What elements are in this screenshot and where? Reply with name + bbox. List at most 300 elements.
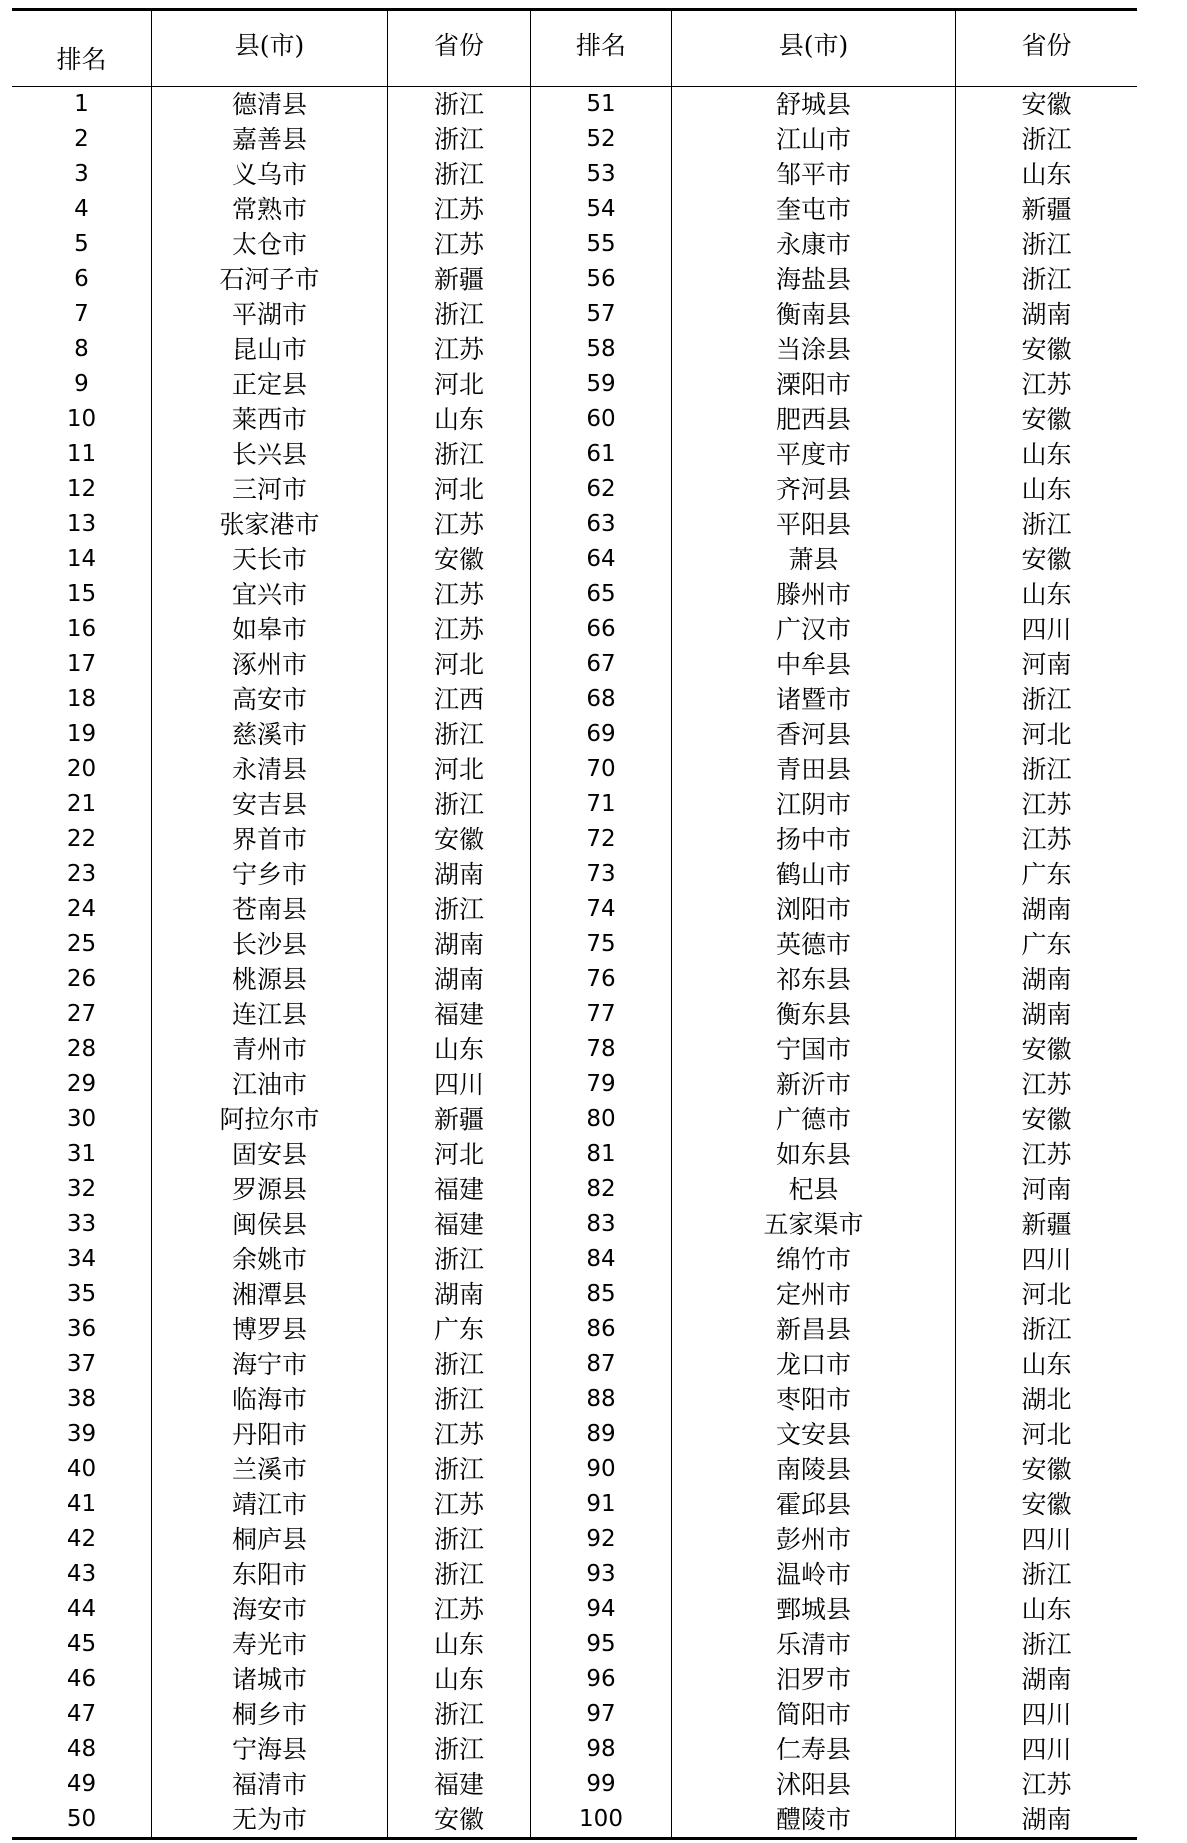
- rank-cell: 70: [531, 752, 672, 787]
- province-cell: 福建: [388, 1172, 531, 1207]
- province-cell: 山东: [1021, 580, 1072, 609]
- province-cell: 湖南: [1021, 1665, 1072, 1694]
- province-cell: 山东: [1021, 475, 1072, 504]
- province-cell: 安徽: [388, 542, 531, 577]
- header-rank-right: 排名: [531, 11, 672, 87]
- county-cell: 太仓市: [152, 227, 388, 262]
- county-cell: 德清县: [152, 87, 388, 122]
- county-cell: 平度市: [672, 437, 956, 472]
- header-province-right: 省份: [956, 11, 1137, 87]
- province-cell: 浙江: [1021, 510, 1072, 539]
- rank-cell: 4: [12, 192, 152, 227]
- rank-cell: 94: [531, 1592, 672, 1627]
- province-cell: 山东: [1021, 1350, 1072, 1379]
- rank-cell: 55: [531, 227, 672, 262]
- rank-cell: 18: [12, 682, 152, 717]
- province-cell: 浙江: [1021, 755, 1072, 784]
- province-cell: 河南: [1021, 1175, 1072, 1204]
- county-cell: 定州市: [672, 1277, 956, 1312]
- rank-cell: 14: [12, 542, 152, 577]
- rank-cell: 7: [12, 297, 152, 332]
- county-cell: 宁国市: [672, 1032, 956, 1067]
- county-cell: 固安县: [152, 1137, 388, 1172]
- county-cell: 奎屯市: [672, 192, 956, 227]
- province-cell: 山东: [388, 402, 531, 437]
- county-cell: 高安市: [152, 682, 388, 717]
- rank-cell: 5: [12, 227, 152, 262]
- county-cell: 江阴市: [672, 787, 956, 822]
- county-cell: 苍南县: [152, 892, 388, 927]
- province-cell: 新疆: [1021, 1210, 1072, 1239]
- province-cell: 安徽: [1021, 1490, 1072, 1519]
- rank-cell: 13: [12, 507, 152, 542]
- county-cell: 当涂县: [672, 332, 956, 367]
- province-cell: 浙江: [388, 122, 531, 157]
- rank-cell: 21: [12, 787, 152, 822]
- county-cell: 汨罗市: [672, 1662, 956, 1697]
- province-cell: 山东: [1021, 1595, 1072, 1624]
- county-cell: 永清县: [152, 752, 388, 787]
- rank-cell: 29: [12, 1067, 152, 1102]
- county-cell: 彭州市: [672, 1522, 956, 1557]
- province-cell: 河北: [388, 472, 531, 507]
- rank-cell: 67: [531, 647, 672, 682]
- province-cell: 山东: [388, 1627, 531, 1662]
- province-cell: 四川: [1021, 615, 1072, 644]
- province-cell: 山东: [388, 1032, 531, 1067]
- province-cell: 安徽: [1021, 1035, 1072, 1064]
- rank-cell: 74: [531, 892, 672, 927]
- rank-cell: 51: [531, 87, 672, 122]
- province-cell: 浙江: [1021, 685, 1072, 714]
- county-cell: 广汉市: [672, 612, 956, 647]
- province-cell: 安徽: [1021, 1105, 1072, 1134]
- rank-cell: 31: [12, 1137, 152, 1172]
- county-cell: 涿州市: [152, 647, 388, 682]
- county-cell: 寿光市: [152, 1627, 388, 1662]
- province-cell: 湖南: [1021, 1805, 1072, 1834]
- county-cell: 天长市: [152, 542, 388, 577]
- county-cell: 鹤山市: [672, 857, 956, 892]
- county-cell: 湘潭县: [152, 1277, 388, 1312]
- province-cell: 安徽: [1021, 90, 1072, 119]
- province-cell: 江苏: [1021, 1140, 1072, 1169]
- province-cell: 浙江: [1021, 125, 1072, 154]
- county-cell: 祁东县: [672, 962, 956, 997]
- province-cell: 浙江: [388, 87, 531, 122]
- county-cell: 如皋市: [152, 612, 388, 647]
- province-cell: 河北: [1021, 1280, 1072, 1309]
- province-cell: 浙江: [388, 1382, 531, 1417]
- rank-cell: 32: [12, 1172, 152, 1207]
- rank-cell: 15: [12, 577, 152, 612]
- rank-cell: 83: [531, 1207, 672, 1242]
- county-cell: 桃源县: [152, 962, 388, 997]
- county-cell: 五家渠市: [672, 1207, 956, 1242]
- county-cell: 齐河县: [672, 472, 956, 507]
- province-cell: 四川: [1021, 1525, 1072, 1554]
- county-cell: 桐庐县: [152, 1522, 388, 1557]
- county-cell: 嘉善县: [152, 122, 388, 157]
- rank-cell: 26: [12, 962, 152, 997]
- county-cell: 义乌市: [152, 157, 388, 192]
- rank-cell: 3: [12, 157, 152, 192]
- rank-cell: 89: [531, 1417, 672, 1452]
- county-cell: 临海市: [152, 1382, 388, 1417]
- county-cell: 无为市: [152, 1802, 388, 1837]
- province-cell: 江苏: [388, 1487, 531, 1522]
- county-cell: 丹阳市: [152, 1417, 388, 1452]
- province-cell: 安徽: [388, 1802, 531, 1837]
- province-cell: 浙江: [1021, 230, 1072, 259]
- rank-cell: 76: [531, 962, 672, 997]
- province-cell: 河南: [1021, 650, 1072, 679]
- province-cell: 湖南: [388, 962, 531, 997]
- rank-cell: 82: [531, 1172, 672, 1207]
- rank-cell: 27: [12, 997, 152, 1032]
- province-cell: 浙江: [388, 1242, 531, 1277]
- county-cell: 兰溪市: [152, 1452, 388, 1487]
- county-cell: 溧阳市: [672, 367, 956, 402]
- rank-cell: 65: [531, 577, 672, 612]
- county-cell: 简阳市: [672, 1697, 956, 1732]
- rank-cell: 17: [12, 647, 152, 682]
- province-cell: 浙江: [388, 1557, 531, 1592]
- county-cell: 杞县: [672, 1172, 956, 1207]
- province-cell: 湖南: [388, 857, 531, 892]
- rank-cell: 88: [531, 1382, 672, 1417]
- province-cell: 广东: [388, 1312, 531, 1347]
- province-cell: 河北: [1021, 720, 1072, 749]
- rank-cell: 22: [12, 822, 152, 857]
- province-cell: 广东: [1021, 930, 1072, 959]
- rank-cell: 9: [12, 367, 152, 402]
- province-cell: 湖南: [1021, 965, 1072, 994]
- province-cell: 江苏: [1021, 825, 1072, 854]
- rank-cell: 47: [12, 1697, 152, 1732]
- rank-cell: 40: [12, 1452, 152, 1487]
- rank-cell: 24: [12, 892, 152, 927]
- province-cell: 河北: [388, 752, 531, 787]
- rank-cell: 49: [12, 1767, 152, 1802]
- county-cell: 慈溪市: [152, 717, 388, 752]
- county-cell: 江油市: [152, 1067, 388, 1102]
- rank-cell: 52: [531, 122, 672, 157]
- county-cell: 绵竹市: [672, 1242, 956, 1277]
- province-cell: 江苏: [1021, 1770, 1072, 1799]
- province-cell: 江苏: [388, 1592, 531, 1627]
- county-cell: 英德市: [672, 927, 956, 962]
- province-cell: 江苏: [1021, 1070, 1072, 1099]
- county-cell: 仁寿县: [672, 1732, 956, 1767]
- rank-cell: 90: [531, 1452, 672, 1487]
- province-cell: 四川: [1021, 1700, 1072, 1729]
- province-cell: 浙江: [388, 787, 531, 822]
- province-cell: 四川: [1021, 1245, 1072, 1274]
- header-province-left: 省份: [388, 11, 531, 87]
- rank-cell: 50: [12, 1802, 152, 1837]
- rank-cell: 56: [531, 262, 672, 297]
- county-cell: 桐乡市: [152, 1697, 388, 1732]
- county-cell: 浏阳市: [672, 892, 956, 927]
- province-cell: 浙江: [388, 717, 531, 752]
- rank-cell: 39: [12, 1417, 152, 1452]
- rank-cell: 30: [12, 1102, 152, 1137]
- county-cell: 昆山市: [152, 332, 388, 367]
- rank-cell: 75: [531, 927, 672, 962]
- rank-cell: 81: [531, 1137, 672, 1172]
- county-cell: 南陵县: [672, 1452, 956, 1487]
- province-cell: 山东: [1021, 160, 1072, 189]
- province-cell: 浙江: [388, 1732, 531, 1767]
- rank-cell: 44: [12, 1592, 152, 1627]
- county-cell: 舒城县: [672, 87, 956, 122]
- rank-cell: 19: [12, 717, 152, 752]
- county-cell: 青田县: [672, 752, 956, 787]
- county-cell: 莱西市: [152, 402, 388, 437]
- county-cell: 博罗县: [152, 1312, 388, 1347]
- county-cell: 滕州市: [672, 577, 956, 612]
- county-cell: 平湖市: [152, 297, 388, 332]
- county-cell: 枣阳市: [672, 1382, 956, 1417]
- rank-cell: 20: [12, 752, 152, 787]
- province-cell: 四川: [388, 1067, 531, 1102]
- province-cell: 广东: [1021, 860, 1072, 889]
- county-cell: 永康市: [672, 227, 956, 262]
- province-cell: 河北: [388, 367, 531, 402]
- province-cell: 新疆: [388, 262, 531, 297]
- rank-cell: 64: [531, 542, 672, 577]
- rank-cell: 2: [12, 122, 152, 157]
- header-county-right: 县(市): [672, 11, 956, 87]
- county-cell: 宁乡市: [152, 857, 388, 892]
- county-cell: 三河市: [152, 472, 388, 507]
- province-cell: 湖北: [1021, 1385, 1072, 1414]
- rank-cell: 63: [531, 507, 672, 542]
- county-cell: 如东县: [672, 1137, 956, 1172]
- rank-cell: 87: [531, 1347, 672, 1382]
- county-cell: 衡东县: [672, 997, 956, 1032]
- province-cell: 浙江: [1021, 265, 1072, 294]
- province-cell: 河北: [1021, 1420, 1072, 1449]
- header-county-left: 县(市): [152, 11, 388, 87]
- county-cell: 江山市: [672, 122, 956, 157]
- county-cell: 中牟县: [672, 647, 956, 682]
- county-cell: 罗源县: [152, 1172, 388, 1207]
- county-cell: 余姚市: [152, 1242, 388, 1277]
- rank-cell: 28: [12, 1032, 152, 1067]
- rank-cell: 100: [531, 1802, 672, 1837]
- province-cell: 浙江: [388, 157, 531, 192]
- province-cell: 浙江: [388, 892, 531, 927]
- county-cell: 安吉县: [152, 787, 388, 822]
- county-cell: 新昌县: [672, 1312, 956, 1347]
- county-cell: 张家港市: [152, 507, 388, 542]
- province-cell: 福建: [388, 997, 531, 1032]
- province-cell: 江苏: [1021, 790, 1072, 819]
- county-cell: 石河子市: [152, 262, 388, 297]
- county-cell: 福清市: [152, 1767, 388, 1802]
- county-cell: 温岭市: [672, 1557, 956, 1592]
- province-cell: 浙江: [1021, 1630, 1072, 1659]
- county-cell: 邹平市: [672, 157, 956, 192]
- province-cell: 山东: [388, 1662, 531, 1697]
- province-cell: 浙江: [1021, 1560, 1072, 1589]
- rank-cell: 99: [531, 1767, 672, 1802]
- rank-cell: 43: [12, 1557, 152, 1592]
- rank-cell: 16: [12, 612, 152, 647]
- county-cell: 乐清市: [672, 1627, 956, 1662]
- rank-cell: 34: [12, 1242, 152, 1277]
- rank-cell: 71: [531, 787, 672, 822]
- province-cell: 江西: [388, 682, 531, 717]
- county-cell: 长兴县: [152, 437, 388, 472]
- rank-cell: 98: [531, 1732, 672, 1767]
- rank-cell: 38: [12, 1382, 152, 1417]
- rank-cell: 95: [531, 1627, 672, 1662]
- province-cell: 江苏: [388, 612, 531, 647]
- county-cell: 肥西县: [672, 402, 956, 437]
- rank-cell: 23: [12, 857, 152, 892]
- rank-cell: 91: [531, 1487, 672, 1522]
- province-cell: 福建: [388, 1207, 531, 1242]
- county-cell: 常熟市: [152, 192, 388, 227]
- county-cell: 衡南县: [672, 297, 956, 332]
- rank-cell: 92: [531, 1522, 672, 1557]
- province-cell: 浙江: [388, 1452, 531, 1487]
- province-cell: 福建: [388, 1767, 531, 1802]
- rank-cell: 37: [12, 1347, 152, 1382]
- rank-cell: 57: [531, 297, 672, 332]
- rank-cell: 59: [531, 367, 672, 402]
- rank-cell: 54: [531, 192, 672, 227]
- province-cell: 江苏: [388, 1417, 531, 1452]
- county-cell: 海宁市: [152, 1347, 388, 1382]
- province-cell: 浙江: [388, 1522, 531, 1557]
- rank-cell: 36: [12, 1312, 152, 1347]
- rank-cell: 66: [531, 612, 672, 647]
- rank-cell: 10: [12, 402, 152, 437]
- county-ranking-table: [12, 8, 1137, 1840]
- county-cell: 香河县: [672, 717, 956, 752]
- county-cell: 诸暨市: [672, 682, 956, 717]
- county-cell: 海安市: [152, 1592, 388, 1627]
- county-cell: 鄄城县: [672, 1592, 956, 1627]
- county-cell: 闽侯县: [152, 1207, 388, 1242]
- county-cell: 宁海县: [152, 1732, 388, 1767]
- province-cell: 新疆: [388, 1102, 531, 1137]
- county-cell: 靖江市: [152, 1487, 388, 1522]
- rank-cell: 84: [531, 1242, 672, 1277]
- county-cell: 萧县: [672, 542, 956, 577]
- province-cell: 河北: [388, 1137, 531, 1172]
- rank-cell: 86: [531, 1312, 672, 1347]
- county-cell: 青州市: [152, 1032, 388, 1067]
- province-cell: 湖南: [388, 1277, 531, 1312]
- rank-cell: 93: [531, 1557, 672, 1592]
- county-cell: 沭阳县: [672, 1767, 956, 1802]
- rank-cell: 61: [531, 437, 672, 472]
- province-cell: 安徽: [1021, 1455, 1072, 1484]
- rank-cell: 33: [12, 1207, 152, 1242]
- rank-cell: 80: [531, 1102, 672, 1137]
- header-rank-left: 排名: [12, 11, 152, 87]
- rank-cell: 62: [531, 472, 672, 507]
- province-cell: 浙江: [1021, 1315, 1072, 1344]
- county-cell: 正定县: [152, 367, 388, 402]
- rank-cell: 72: [531, 822, 672, 857]
- county-cell: 阿拉尔市: [152, 1102, 388, 1137]
- rank-cell: 58: [531, 332, 672, 367]
- province-cell: 浙江: [388, 1697, 531, 1732]
- province-cell: 江苏: [388, 332, 531, 367]
- rank-cell: 45: [12, 1627, 152, 1662]
- province-cell: 新疆: [1021, 195, 1072, 224]
- province-cell: 江苏: [388, 577, 531, 612]
- rank-cell: 53: [531, 157, 672, 192]
- county-cell: 新沂市: [672, 1067, 956, 1102]
- province-cell: 江苏: [388, 192, 531, 227]
- rank-cell: 73: [531, 857, 672, 892]
- county-cell: 醴陵市: [672, 1802, 956, 1837]
- rank-cell: 79: [531, 1067, 672, 1102]
- rank-cell: 85: [531, 1277, 672, 1312]
- county-cell: 海盐县: [672, 262, 956, 297]
- rank-cell: 41: [12, 1487, 152, 1522]
- county-cell: 东阳市: [152, 1557, 388, 1592]
- county-cell: 文安县: [672, 1417, 956, 1452]
- county-cell: 霍邱县: [672, 1487, 956, 1522]
- county-cell: 界首市: [152, 822, 388, 857]
- province-cell: 浙江: [388, 1347, 531, 1382]
- county-cell: 长沙县: [152, 927, 388, 962]
- province-cell: 安徽: [388, 822, 531, 857]
- rank-cell: 25: [12, 927, 152, 962]
- province-cell: 浙江: [388, 437, 531, 472]
- rank-cell: 12: [12, 472, 152, 507]
- rank-cell: 46: [12, 1662, 152, 1697]
- province-cell: 河北: [388, 647, 531, 682]
- rank-cell: 69: [531, 717, 672, 752]
- rank-cell: 78: [531, 1032, 672, 1067]
- rank-cell: 8: [12, 332, 152, 367]
- rank-cell: 96: [531, 1662, 672, 1697]
- rank-cell: 77: [531, 997, 672, 1032]
- rank-cell: 60: [531, 402, 672, 437]
- province-cell: 湖南: [1021, 300, 1072, 329]
- province-cell: 安徽: [1021, 545, 1072, 574]
- rank-cell: 11: [12, 437, 152, 472]
- county-cell: 宜兴市: [152, 577, 388, 612]
- county-cell: 平阳县: [672, 507, 956, 542]
- province-cell: 湖南: [1021, 895, 1072, 924]
- rank-cell: 48: [12, 1732, 152, 1767]
- rank-cell: 1: [12, 87, 152, 122]
- province-cell: 安徽: [1021, 335, 1072, 364]
- county-cell: 诸城市: [152, 1662, 388, 1697]
- province-cell: 浙江: [388, 297, 531, 332]
- province-cell: 江苏: [388, 227, 531, 262]
- province-cell: 山东: [1021, 440, 1072, 469]
- rank-cell: 42: [12, 1522, 152, 1557]
- province-cell: 江苏: [388, 507, 531, 542]
- province-cell: 江苏: [1021, 370, 1072, 399]
- county-cell: 龙口市: [672, 1347, 956, 1382]
- province-cell: 四川: [1021, 1735, 1072, 1764]
- province-cell: 湖南: [1021, 1000, 1072, 1029]
- rank-cell: 6: [12, 262, 152, 297]
- province-cell: 湖南: [388, 927, 531, 962]
